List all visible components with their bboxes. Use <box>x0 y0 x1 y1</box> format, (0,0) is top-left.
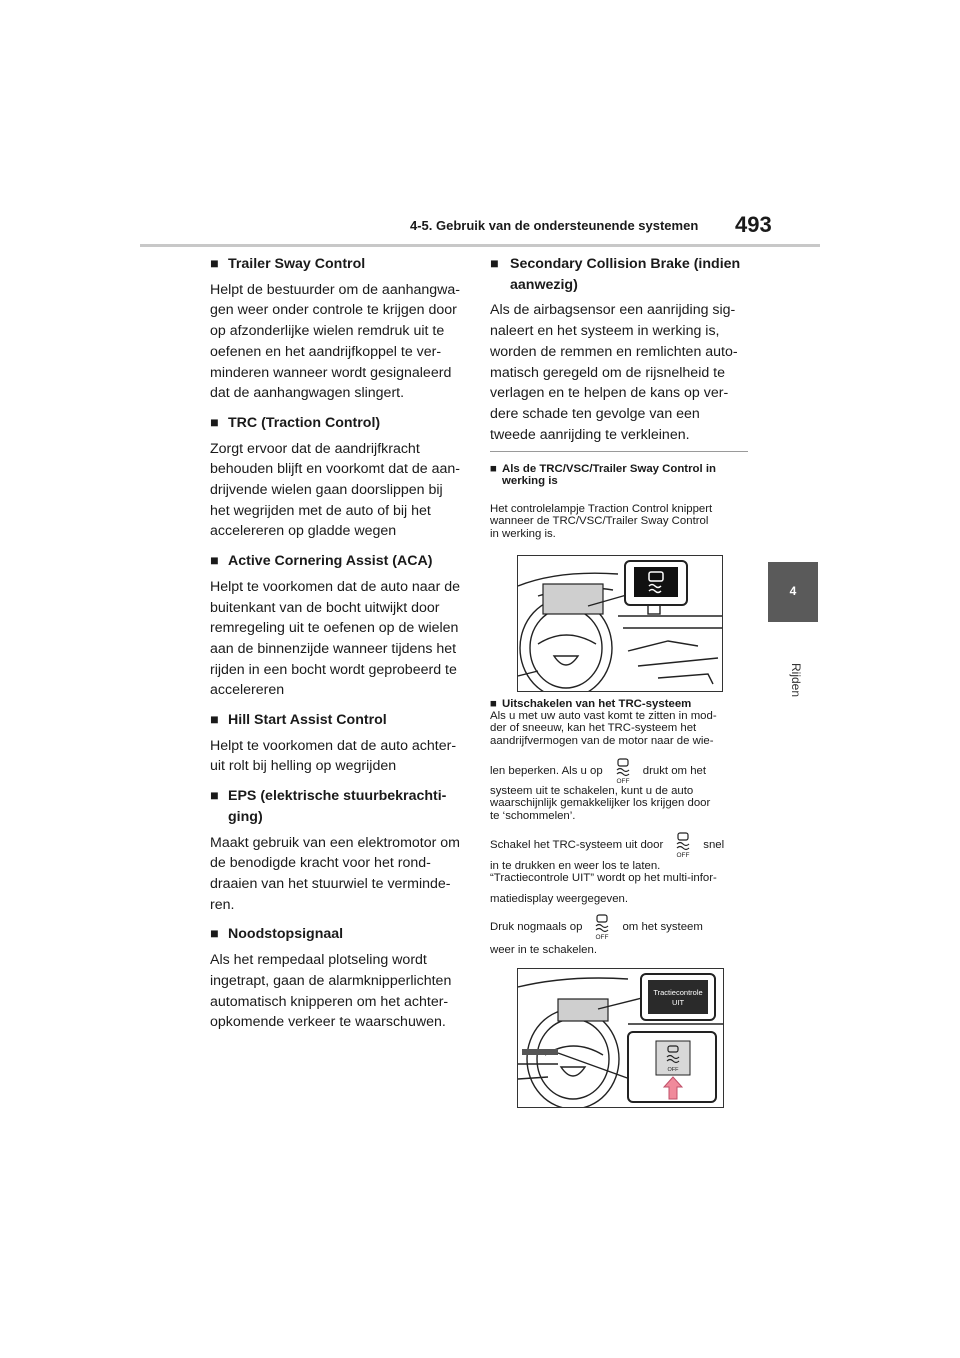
heading-trc-active: ■ Als de TRC/VSC/Trailer Sway Control in werking is <box>490 463 716 488</box>
trc-off-icon <box>592 914 612 940</box>
paragraph-trc-off-c: systeem uit te schakelen, kunt u de auto waarschijnlijk gemakkelijker los krijgen door te ‘schommelen’. <box>490 785 711 822</box>
square-bullet-icon: ■ <box>490 698 497 710</box>
square-bullet-icon: ■ <box>210 256 219 272</box>
square-bullet-icon: ■ <box>210 553 219 570</box>
line-press-off-1: len beperken. Als u op OFF drukt om het <box>490 758 752 784</box>
paragraph-aca: Helpt te voorkomen dat de auto naar de buitenkant van de bocht uitwijkt door remregeling uit te oefenen op de wielen aan de binnenzijde wanneer tijdens het rijden in een bocht wordt geprobeerd te accelereren <box>210 578 461 699</box>
section-title: 4-5. Gebruik van de ondersteunende systemen <box>410 218 699 233</box>
chapter-label: Rijden <box>789 662 803 698</box>
heading-eps: ■ EPS (elektrische stuurbekrachti- ging) <box>210 786 466 827</box>
paragraph-secondary-brake: Als de airbagsensor een aanrijding sig- naleert en het systeem in werking is, worden de remmen en remlichten auto- matisch geregeld om de rijsnelheid te verlagen en te helpen de kans op ver- dere schade ten gevolge van een tweede aanrijding te verkleinen. <box>490 302 738 443</box>
page-number: 493 <box>735 212 772 237</box>
figure-dashboard-indicator <box>517 555 723 692</box>
paragraph-trc-off-a: Als u met uw auto vast komt te zitten in mod- der of sneeuw, kan het TRC-systeem het aandrijfvermogen van de motor naar de wie- <box>490 710 717 747</box>
chapter-tab <box>768 562 818 622</box>
line-press-off-2: Schakel het TRC-systeem uit door OFF snel <box>490 832 752 858</box>
heading-trc: ■ TRC (Traction Control) <box>210 413 466 434</box>
paragraph-trailer-sway: Helpt de bestuurder om de aanhangwa- gen weer onder controle te krijgen door op afzonderlijke wielen remdruk uit te oefenen en het aandrijfkoppel te ver- minderen wanneer wordt gesignaleerd dat de aanhangwagen slingert. <box>210 281 461 402</box>
heading-secondary-brake: ■ Secondary Collision Brake (indien aanwezig) <box>490 254 752 295</box>
chapter-number: 4 <box>789 584 797 598</box>
right-column <box>490 252 752 454</box>
paragraph-eps: Maakt gebruik van een elektromotor om de benodigde kracht voor het rond- draaien van het stuurwiel te verminde- ren. <box>210 834 460 913</box>
square-bullet-icon: ■ <box>490 256 499 272</box>
heading-trailer-sway: ■ Trailer Sway Control <box>210 254 466 275</box>
separator <box>490 451 748 452</box>
heading-emergency-signal: ■ Noodstopsignaal <box>210 924 466 945</box>
square-bullet-icon: ■ <box>210 712 219 729</box>
display-text-line1: Tractiecontrole <box>653 988 703 997</box>
line-press-again: Druk nogmaals op OFF om het systeem <box>490 914 752 940</box>
paragraph-hill-start: Helpt te voorkomen dat de auto achter- uit rolt bij helling op wegrijden <box>210 737 457 775</box>
heading-trc-off: ■ Uitschakelen van het TRC-systeem <box>490 698 692 710</box>
line-reenable: weer in te schakelen. <box>490 944 598 956</box>
heading-hill-start: ■ Hill Start Assist Control <box>210 710 466 731</box>
dashboard-illustration <box>518 556 722 691</box>
display-text-line2: UIT <box>671 998 685 1007</box>
left-column <box>210 252 466 1042</box>
paragraph-trc: Zorgt ervoor dat de aandrijfkracht behouden blijft en voorkomt dat de aan- drijvende wielen gaan doorslippen bij het wegrijden met de auto of bij het accelereren op gladde wegen <box>210 440 461 540</box>
heading-aca: ■ Active Cornering Assist (ACA) <box>210 551 466 572</box>
dashboard-button-illustration <box>518 969 723 1107</box>
figure-trc-off-display <box>517 968 724 1108</box>
square-bullet-icon: ■ <box>210 788 219 805</box>
square-bullet-icon: ■ <box>210 414 219 431</box>
svg-text:OFF: OFF <box>616 778 630 784</box>
svg-text:OFF: OFF <box>667 1067 679 1073</box>
paragraph-emergency-signal: Als het rempedaal plotseling wordt ingetrapt, gaan de alarmknipperlichten automatisch knipperen om het achter- opkomende verkeer te waarschuwen. <box>210 952 452 1031</box>
svg-text:OFF: OFF <box>595 934 609 940</box>
paragraph-trc-off-e: in te drukken en weer los te laten. “Tractiecontrole UIT” wordt op het multi-infor- matiedisplay weergegeven. <box>490 860 717 905</box>
header-rule <box>140 244 820 247</box>
paragraph-trc-active: Het controlelampje Traction Control knippert wanneer de TRC/VSC/Trailer Sway Control in werking is. <box>490 503 713 540</box>
svg-text:OFF: OFF <box>676 852 690 858</box>
trc-off-icon <box>673 832 693 858</box>
square-bullet-icon: ■ <box>490 463 497 475</box>
trc-off-icon <box>613 758 633 784</box>
square-bullet-icon: ■ <box>210 926 219 943</box>
